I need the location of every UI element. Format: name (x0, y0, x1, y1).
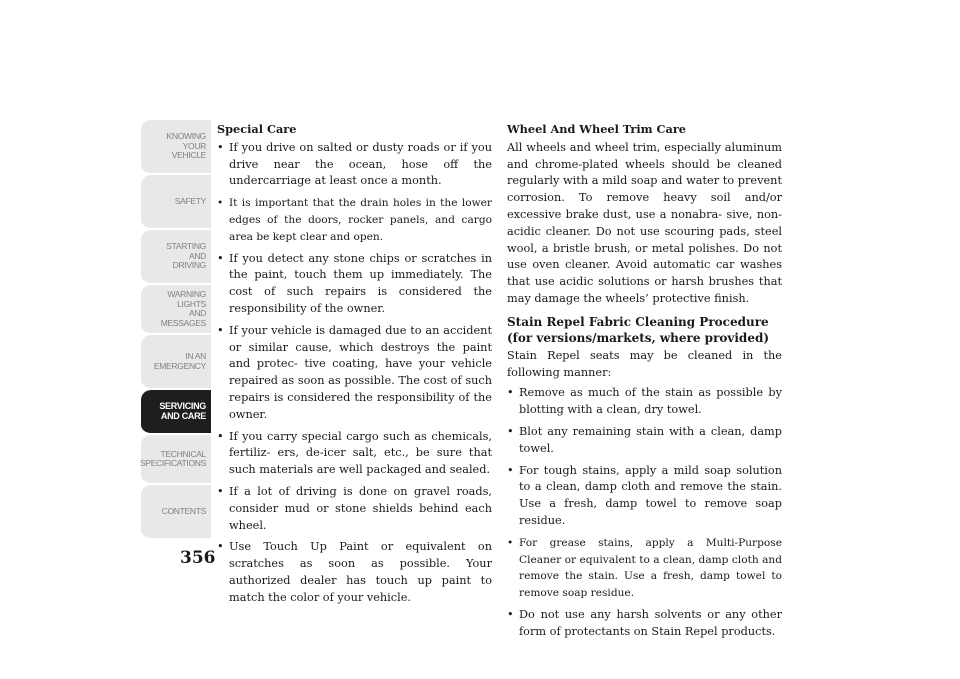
section-heading: Special Care (217, 122, 297, 136)
tab-safety[interactable] (141, 175, 211, 230)
list-item: • For tough stains, apply a mild soap solution to a clean, damp cloth and remove the stain. Use a fresh, damp towel to remove soap residue. (507, 463, 782, 530)
tab-in-an-emergency[interactable] (141, 335, 211, 390)
tab-knowing-your-vehicle[interactable] (141, 120, 211, 175)
tab-servicing-and-care[interactable] (141, 390, 211, 435)
list-item: • If you drive on salted or dusty roads or if you drive near the ocean, hose off the undercarriage at least once a month. (217, 140, 492, 190)
tab-label: WARNING LIGHTS AND MESSAGES (160, 289, 206, 328)
tab-starting-and-driving[interactable] (141, 230, 211, 285)
section-heading: Wheel And Wheel Trim Care (507, 122, 686, 136)
bullet-list (217, 140, 492, 607)
tab-label: IN AN EMERGENCY (153, 351, 206, 371)
tab-warning-lights[interactable] (141, 285, 211, 335)
tab-label: SAFETY (174, 195, 206, 206)
list-item: • It is important that the drain holes in the lower edges of the doors, rocker panels, and cargo area be kept clear and open. (217, 195, 492, 245)
tab-label: STARTING AND DRIVING (166, 241, 206, 271)
tab-label: KNOWING YOUR VEHICLE (166, 131, 206, 161)
list-item: • If you carry special cargo such as chemicals, fertiliz- ers, de-icer salt, etc., be sure that such materials are well packaged and sealed. (217, 429, 492, 479)
bullet-list (507, 385, 782, 640)
paragraph: All wheels and wheel trim, especially aluminum and chrome-plated wheels should be cleaned regularly with a mild soap and water to prevent corrosion. To remove heavy soil and/or excessive brake dust, use a nonabra- sive, non-acidic cleaner. Do not use scouring pads, steel wool, a bristle brush, or metal polishes. Do not use oven cleaner. Avoid automatic car washes that use acidic solutions or harsh brushes that may damage the wheels’ protective finish. (507, 140, 782, 305)
tab-label: TECHNICAL SPECIFICATIONS (139, 448, 206, 468)
tab-contents[interactable] (141, 485, 211, 540)
paragraph: Stain Repel seats may be cleaned in the following manner: (507, 348, 782, 379)
tab-technical-specifications[interactable] (141, 435, 211, 485)
tab-label: CONTENTS (161, 505, 206, 516)
list-item: • Use Touch Up Paint or equivalent on scratches as soon as possible. Your authorized dealer has touch up paint to match the color of your vehicle. (217, 539, 492, 606)
list-item: • If you detect any stone chips or scratches in the paint, touch them up immediately. The cost of such repairs is considered the responsibility of the owner. (217, 251, 492, 318)
list-item: • If your vehicle is damaged due to an accident or similar cause, which destroys the paint and protec- tive coating, have your vehicle repaired as soon as possible. The cost of such repairs is considered the responsibility of the owner. (217, 323, 492, 424)
list-item: • Remove as much of the stain as possible by blotting with a clean, dry towel. (507, 385, 782, 419)
left-column (217, 121, 492, 612)
right-column (507, 121, 782, 646)
list-item: • Do not use any harsh solvents or any other form of protectants on Stain Repel products. (507, 607, 782, 641)
page-number: 356 (180, 548, 216, 568)
section-heading: Stain Repel Fabric Cleaning Procedure (for versions/markets, where provided) (507, 314, 770, 345)
list-item: • Blot any remaining stain with a clean, damp towel. (507, 424, 782, 458)
list-item: • If a lot of driving is done on gravel roads, consider mud or stone shields behind each wheel. (217, 484, 492, 534)
list-item: • For grease stains, apply a Multi-Purpose Cleaner or equivalent to a clean, damp cloth and remove the stain. Use a fresh, damp towel to remove soap residue. (507, 535, 782, 602)
tab-label: SERVICING AND CARE (159, 401, 206, 421)
